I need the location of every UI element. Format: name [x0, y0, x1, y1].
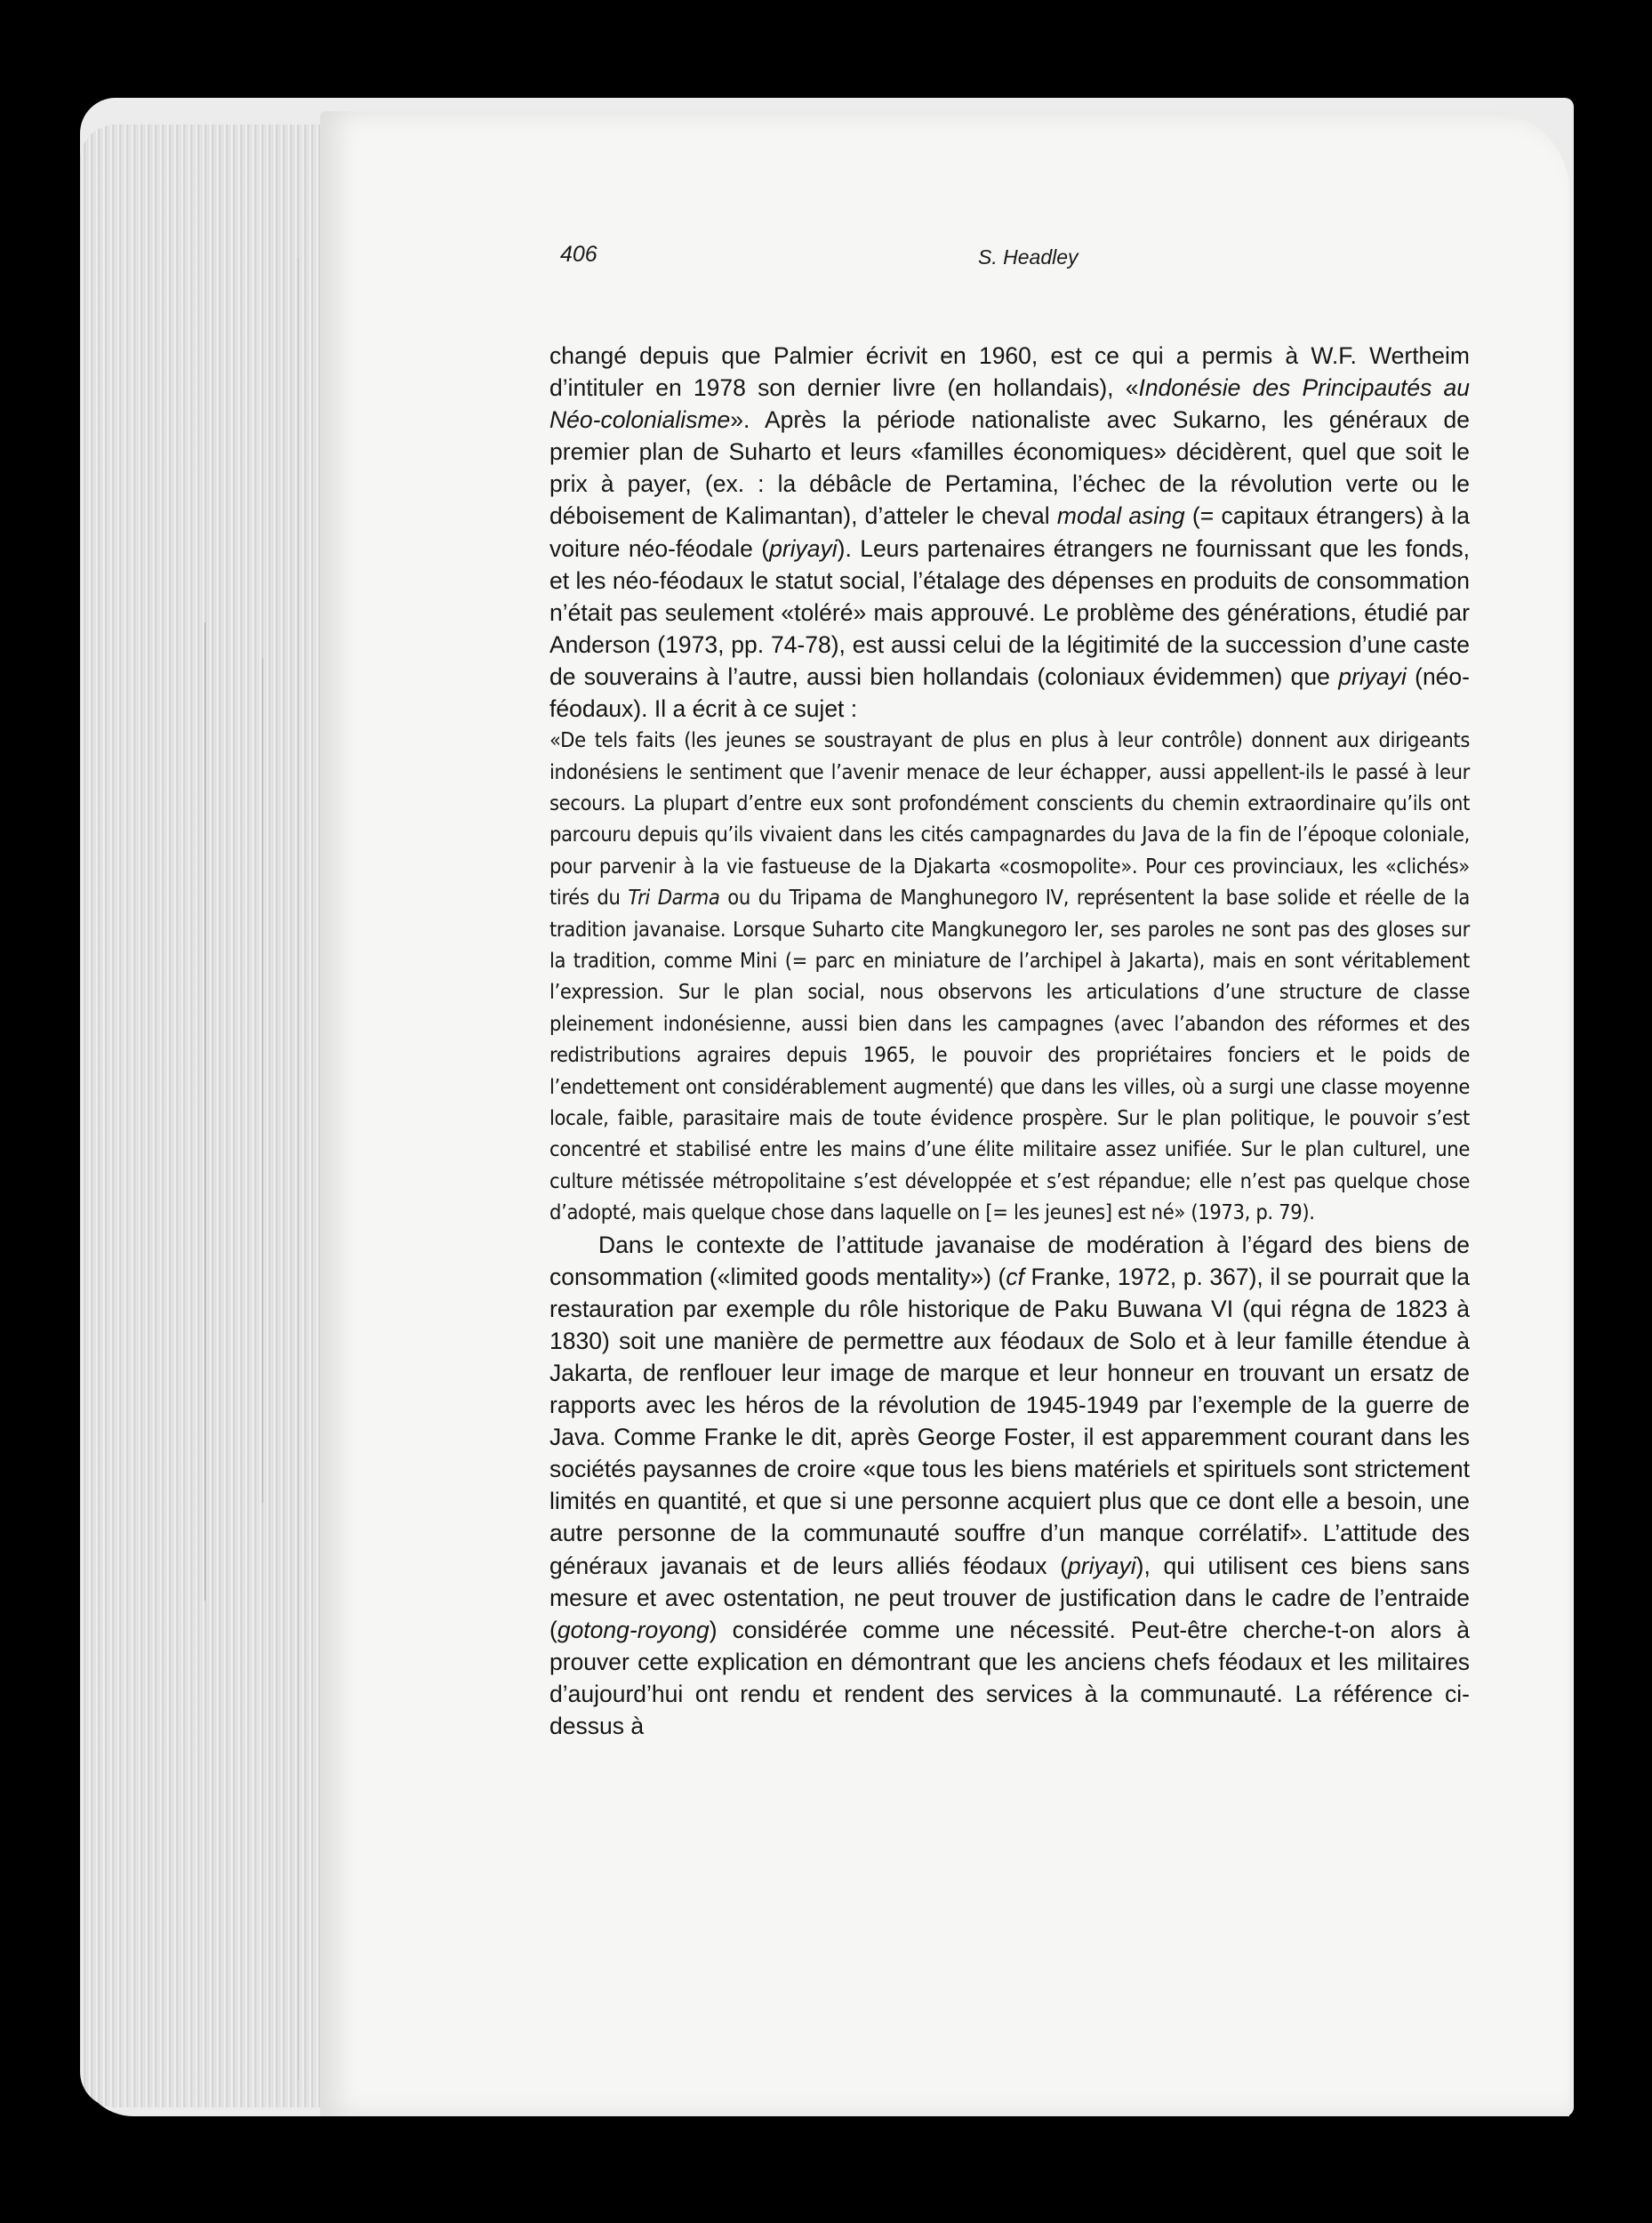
italic-run: Tri Darma [628, 885, 720, 911]
running-head: S. Headley [978, 245, 1079, 269]
text-run: ). Leurs partenaires étrangers ne fournissant que les fonds, et les néo-féodaux le statut social, l’étalage des dépenses en produits de consommation n’était pas seulement «toléré» mais approuvé. Le problème des générations, étudié par Anderson (1973, pp. 74-78), est aussi celui de la légitimité de la succession d’une caste de souverains à l’autre, aussi bien hollandais (coloniaux évidemmen) que [549, 534, 1470, 690]
italic-run: gotong-royong [557, 1616, 710, 1643]
text-run: (= capitaux étrangers) à la voiture néo-féodale ( [549, 502, 1470, 562]
text-run: ), qui utilisent ces biens sans mesure et avec ostentation, ne peut trouver de justification dans le cadre de l’entraide ( [549, 1552, 1471, 1643]
paragraph [549, 340, 1470, 725]
italic-run: modal asing [1056, 502, 1185, 530]
text-run: Franke, 1972, p. 367), il se pourrait que la restauration par exemple du rôle historique de Paku Buwana VI (qui régna de 1823 à 1830) soit une manière de permettre aux féodaux de Solo et à leur famille étendue à Jakarta, de renflouer leur image de marque et leur honneur en trouvant un ersatz de rapports avec les héros de la révolution de 1945-1949 par l’exemple de la guerre de Java. Comme Franke le dit, après George Foster, il est apparemment courant dans les sociétés paysannes de croire «que tous les biens matériels et spirituels sont strictement limités en quantité, et que si une personne acquiert plus que ce dont elle a besoin, une autre personne de la communauté souffre d’un manque corrélatif». L’attitude des généraux javanais et de leurs alliés féodaux ( [549, 1263, 1471, 1579]
text-run: ) considérée comme une nécessité. Peut-être cherche-t-on alors à prouver cette explication en démontrant que les anciens chefs féodaux et les militaires d’aujourd’hui ont rendu et rendent des services à la communauté. La référence ci-dessus à [549, 1616, 1470, 1740]
text-run: «De tels faits (les jeunes se soustrayant de plus en plus à leur contrôle) donnent aux dirigeants indonésiens le sentiment que l’avenir menace de leur échapper, aussi appellent-ils le passé à leur secours. La plupart d’entre eux sont profondément conscients du chemin extraordinaire qu’ils ont parcouru depuis qu’ils vivaient dans les cités campagnardes du Java de la fin de l’époque coloniale, pour parvenir à la vie fastueuse de la Djakarta «cosmopolite». Pour ces provinciaux, les «clichés» tirés du [549, 727, 1470, 911]
edge-shadow-line [298, 258, 299, 2081]
text-run: ». Après la période nationaliste avec Sukarno, les généraux de premier plan de Suharto et leurs «familles économiques» décidèrent, quel que soit le prix à payer, (ex. : la débâcle de Pertamina, l’échec de la révolution verte ou le déboisement de Kalimantan), d’atteler le cheval [549, 406, 1470, 530]
italic-run: priyayi [1068, 1552, 1136, 1579]
edge-shadow-line [262, 658, 263, 1503]
text-run: ou du Tripama de Manghunegoro IV, représentent la base solide et réelle de la tradition javanaise. Lorsque Suharto cite Mangkunegoro Ier, ses paroles ne sont pas des gloses sur la tradition, comme Mini (= parc en miniature de l’archipel à Jakarta), mais en sont véritablement l’expression. Sur le plan social, nous observons les articulations d’une structure de classe pleinement indonésienne, aussi bien dans les campagnes (avec l’abandon des réformes et des redistributions agraires depuis 1965, le pouvoir des propriétaires fonciers et le poids de l’endettement ont considérablement augmenté) que dans les villes, où a surgi une classe moyenne locale, faible, parasitaire mais de toute évidence prospère. Sur le plan politique, le pouvoir s’est concentré et stabilisé entre les mains d’une élite militaire assez unifiée. Sur le plan culturel, une culture métissée métropolitaine s’est développée et s’est répandue; elle n’est pas quelque chose d’adopté, mais quelque chose dans laquelle on [= les jeunes] est né» (1973, p. 79). [549, 885, 1470, 1225]
italic-run: priyayi [1338, 662, 1407, 690]
paragraph [549, 1229, 1470, 1743]
italic-run: Indonésie des Principautés au Néo-colonialisme [549, 374, 1471, 434]
text-block [549, 340, 1470, 1742]
text-run: Dans le contexte de l’attitude javanaise de modération à l’égard des biens de consommation («limited goods mentality») ( [549, 1231, 1470, 1290]
page-header [560, 242, 1476, 277]
page-number: 406 [560, 242, 597, 267]
text-run: (néo-féodaux). Il a écrit à ce sujet : [549, 662, 1470, 723]
block-quote [549, 725, 1470, 1229]
edge-shadow-line [204, 622, 205, 1601]
italic-run: priyayi [769, 534, 838, 562]
text-run: changé depuis que Palmier écrivit en 1960, est ce qui a permis à W.F. Wertheim d’intituler en 1978 son dernier livre (en hollandais), « [549, 342, 1470, 402]
italic-run: cf [1006, 1263, 1024, 1290]
page-edges [80, 124, 329, 2107]
